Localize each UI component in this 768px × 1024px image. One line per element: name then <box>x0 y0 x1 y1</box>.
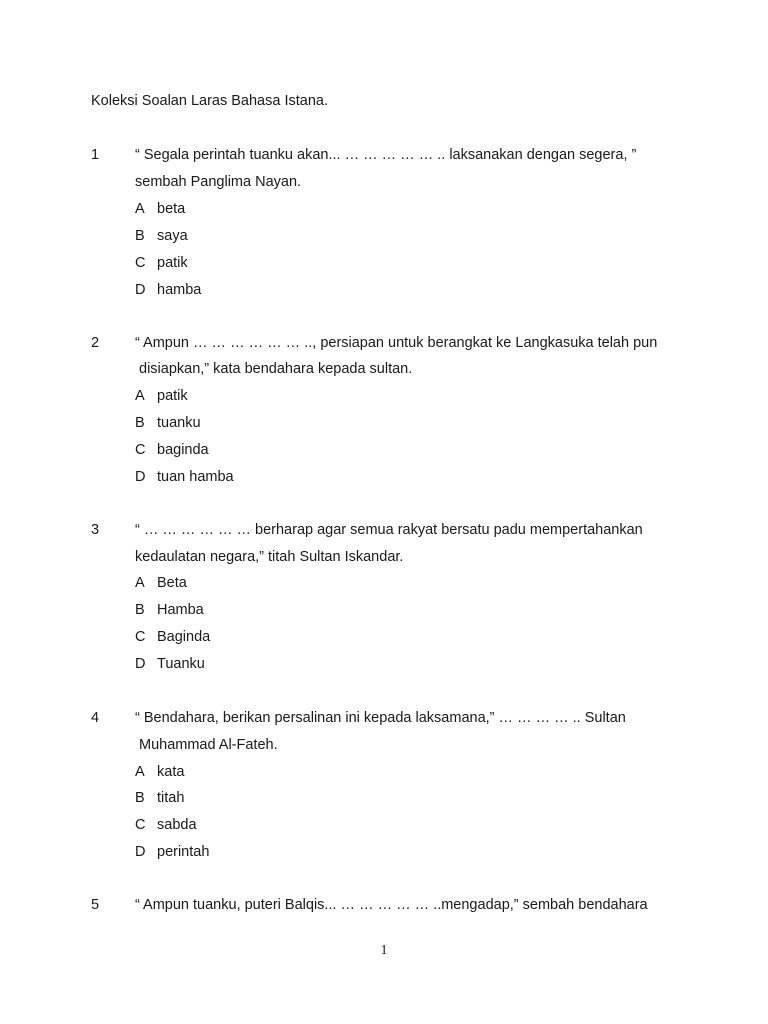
answer-option-d <box>135 469 234 485</box>
option-letter: B <box>135 415 145 431</box>
option-text: Hamba <box>157 602 204 618</box>
question-text-line-2: sembah Panglima Nayan. <box>135 174 302 190</box>
option-letter: C <box>135 255 146 271</box>
option-letter: B <box>135 790 145 806</box>
question-number: 2 <box>91 335 100 351</box>
answer-option-c <box>135 442 209 458</box>
option-text: kata <box>157 764 185 780</box>
answer-option-c <box>135 255 188 271</box>
question-text-line-1: “ Ampun … … … … … … .., persiapan untuk berangkat ke Langkasuka telah pun <box>135 335 658 351</box>
option-letter: A <box>135 764 145 780</box>
option-letter: D <box>135 282 146 298</box>
option-letter: D <box>135 469 146 485</box>
option-letter: C <box>135 817 146 833</box>
answer-option-a <box>135 575 187 591</box>
option-text: tuanku <box>157 415 201 431</box>
option-text: patik <box>157 388 188 404</box>
answer-option-d <box>135 656 205 672</box>
question-number: 4 <box>91 710 100 726</box>
answer-option-d <box>135 282 201 298</box>
answer-option-b <box>135 415 201 431</box>
page-number: 1 <box>380 943 388 958</box>
option-text: baginda <box>157 442 209 458</box>
option-letter: A <box>135 388 145 404</box>
question-text-line-2: kedaulatan negara,” titah Sultan Iskandar. <box>135 549 404 565</box>
question-text-line-2: disiapkan,” kata bendahara kepada sultan. <box>139 361 413 377</box>
option-text: perintah <box>157 844 210 860</box>
answer-option-a <box>135 388 188 404</box>
question-text-line-2: Muhammad Al-Fateh. <box>139 737 278 753</box>
option-text: Tuanku <box>157 656 205 672</box>
option-text: sabda <box>157 817 197 833</box>
option-letter: C <box>135 629 146 645</box>
answer-option-a <box>135 764 184 780</box>
option-letter: B <box>135 602 145 618</box>
option-letter: C <box>135 442 146 458</box>
answer-option-b <box>135 602 204 618</box>
option-text: titah <box>157 790 185 806</box>
option-letter: D <box>135 844 146 860</box>
option-text: hamba <box>157 282 202 298</box>
option-text: patik <box>157 255 188 271</box>
answer-option-d <box>135 844 209 860</box>
option-letter: A <box>135 575 145 591</box>
option-text: tuan hamba <box>157 469 234 485</box>
question-text-line-1: “ Ampun tuanku, puteri Balqis... … … … … … ..mengadap,” sembah bendahara <box>135 897 648 913</box>
option-letter: B <box>135 228 145 244</box>
option-letter: A <box>135 201 145 217</box>
answer-option-c <box>135 629 210 645</box>
document-title: Koleksi Soalan Laras Bahasa Istana. <box>91 93 328 109</box>
answer-option-a <box>135 201 185 217</box>
option-text: saya <box>157 228 188 244</box>
question-text-line-1: “ … … … … … … berharap agar semua rakyat bersatu padu mempertahankan <box>135 522 643 538</box>
option-text: beta <box>157 201 186 217</box>
option-text: Baginda <box>157 629 211 645</box>
answer-option-b <box>135 790 184 806</box>
question-text-line-1: “ Bendahara, berikan persalinan ini kepada laksamana,” … … … … .. Sultan <box>135 710 626 726</box>
answer-option-c <box>135 817 197 833</box>
question-text-line-1: “ Segala perintah tuanku akan... … … … … … .. laksanakan dengan segera, ” <box>135 147 637 163</box>
answer-option-b <box>135 228 188 244</box>
question-number: 3 <box>91 522 100 538</box>
question-number: 1 <box>91 147 100 163</box>
option-text: Beta <box>157 575 187 591</box>
question-number: 5 <box>91 897 100 913</box>
option-letter: D <box>135 656 146 672</box>
